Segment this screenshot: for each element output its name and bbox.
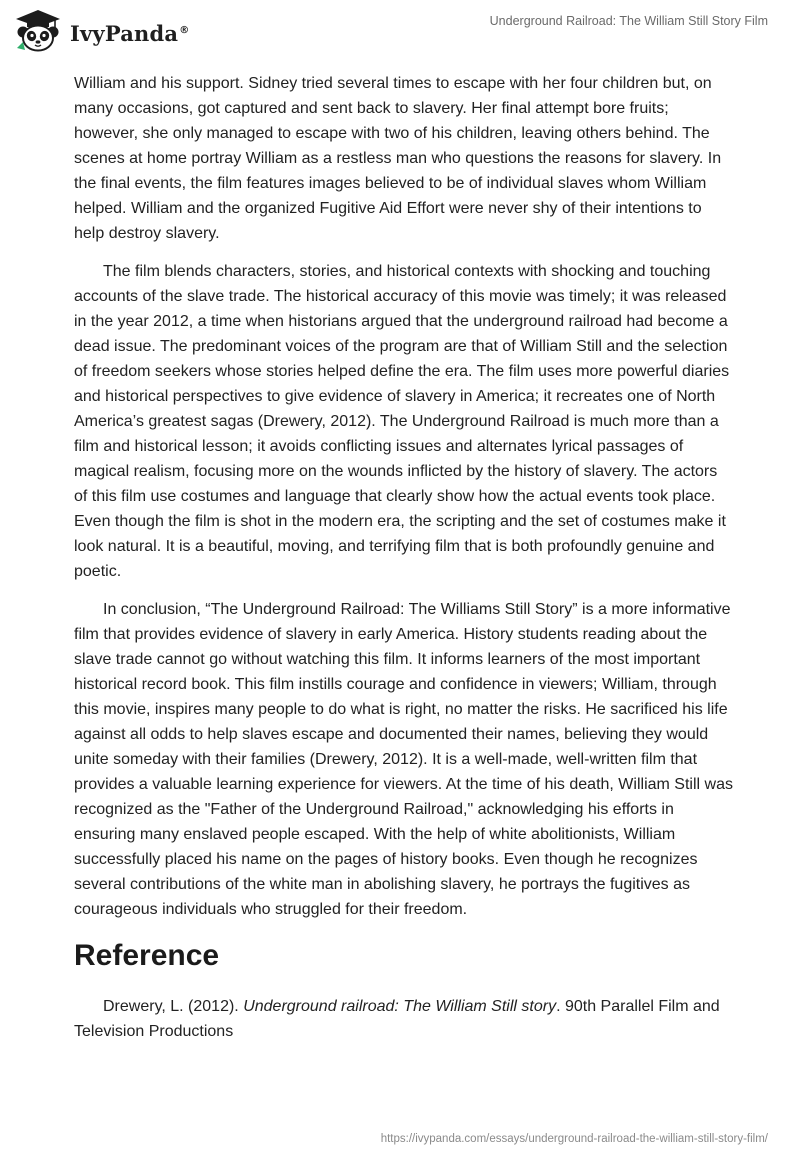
reference-entry (74, 994, 734, 1044)
paragraph: William and his support. Sidney tried several times to escape with her four children but, on many occasions, got captured and sent back to slavery. Her final attempt bore fruits; however, she only managed to escape with two of his children, leaving others behind. The scenes at home portray William as a restless man who questions the reasons for slavery. In the final events, the film features images believed to be of individual slaves whom William helped. William and the organized Fugitive Aid Effort were never shy of their intentions to help destroy slavery. (74, 75, 722, 242)
reference-author-year: Drewery, L. (2012). (103, 998, 244, 1015)
registered-mark: ® (179, 24, 190, 36)
page-header (0, 0, 800, 60)
reference-work-title: Underground railroad: The William Still story (243, 998, 557, 1015)
reference-publisher: . 90th Parallel Film and Television Productions (74, 998, 720, 1040)
reference-heading: Reference (74, 939, 220, 972)
document-title: Underground Railroad: The William Still Story Film (489, 14, 768, 28)
source-url-link[interactable]: https://ivypanda.com/essays/underground-railroad-the-william-still-story-film/ (380, 1133, 768, 1145)
brand-logo[interactable] (14, 8, 189, 52)
brand-name: IvyPanda® (70, 20, 190, 46)
panda-mascot-icon (14, 8, 62, 52)
essay-body (74, 71, 734, 1057)
paragraph: The film blends characters, stories, and historical contexts with shocking and touching accounts of the slave trade. The historical accuracy of this movie was timely; it was released in the year 2012, a time when historians argued that the underground railroad had become a dead issue. The predominant voices of the program are that of William Still and the selection of freedom seekers whose stories helped define the era. The film uses more powerful diaries and historical perspectives to give evidence of slavery in America; it recreates one of North America’s greatest sagas (Drewery, 2012). The Underground Railroad is much more than a film and historical lesson; it avoids conflicting issues and alternates lyrical passages of magical realism, focusing more on the wounds inflicted by the history of slavery. The actors of this film use costumes and language that clearly show how the actual events took place. Even though the film is shot in the modern era, the scripting and the set of costumes make it look natural. It is a beautiful, moving, and terrifying film that is both profoundly genuine and poetic. (74, 263, 730, 580)
paragraph: In conclusion, “The Underground Railroad: The Williams Still Story” is a more informative film that provides evidence of slavery in early America. History students reading about the slave trade cannot go without watching this film. It informs learners of the most important historical record book. This film instills courage and confidence in viewers; William, through this movie, inspires many people to do what is right, no matter the risks. He sacrificed his life against all odds to help slaves escape and documented their names, believing they would unite someday with their families (Drewery, 2012). It is a well-made, well-written film that provides a valuable learning experience for viewers. At the time of his death, William Still was recognized as the "Father of the Underground Railroad," acknowledging his efforts in ensuring many enslaved people escaped. With the help of white abolitionists, William successfully placed his name on the pages of history books. Even though he recognizes several contributions of the white man in abolishing slavery, he portrays the fugitives as courageous individuals who struggled for their freedom. (74, 601, 733, 918)
